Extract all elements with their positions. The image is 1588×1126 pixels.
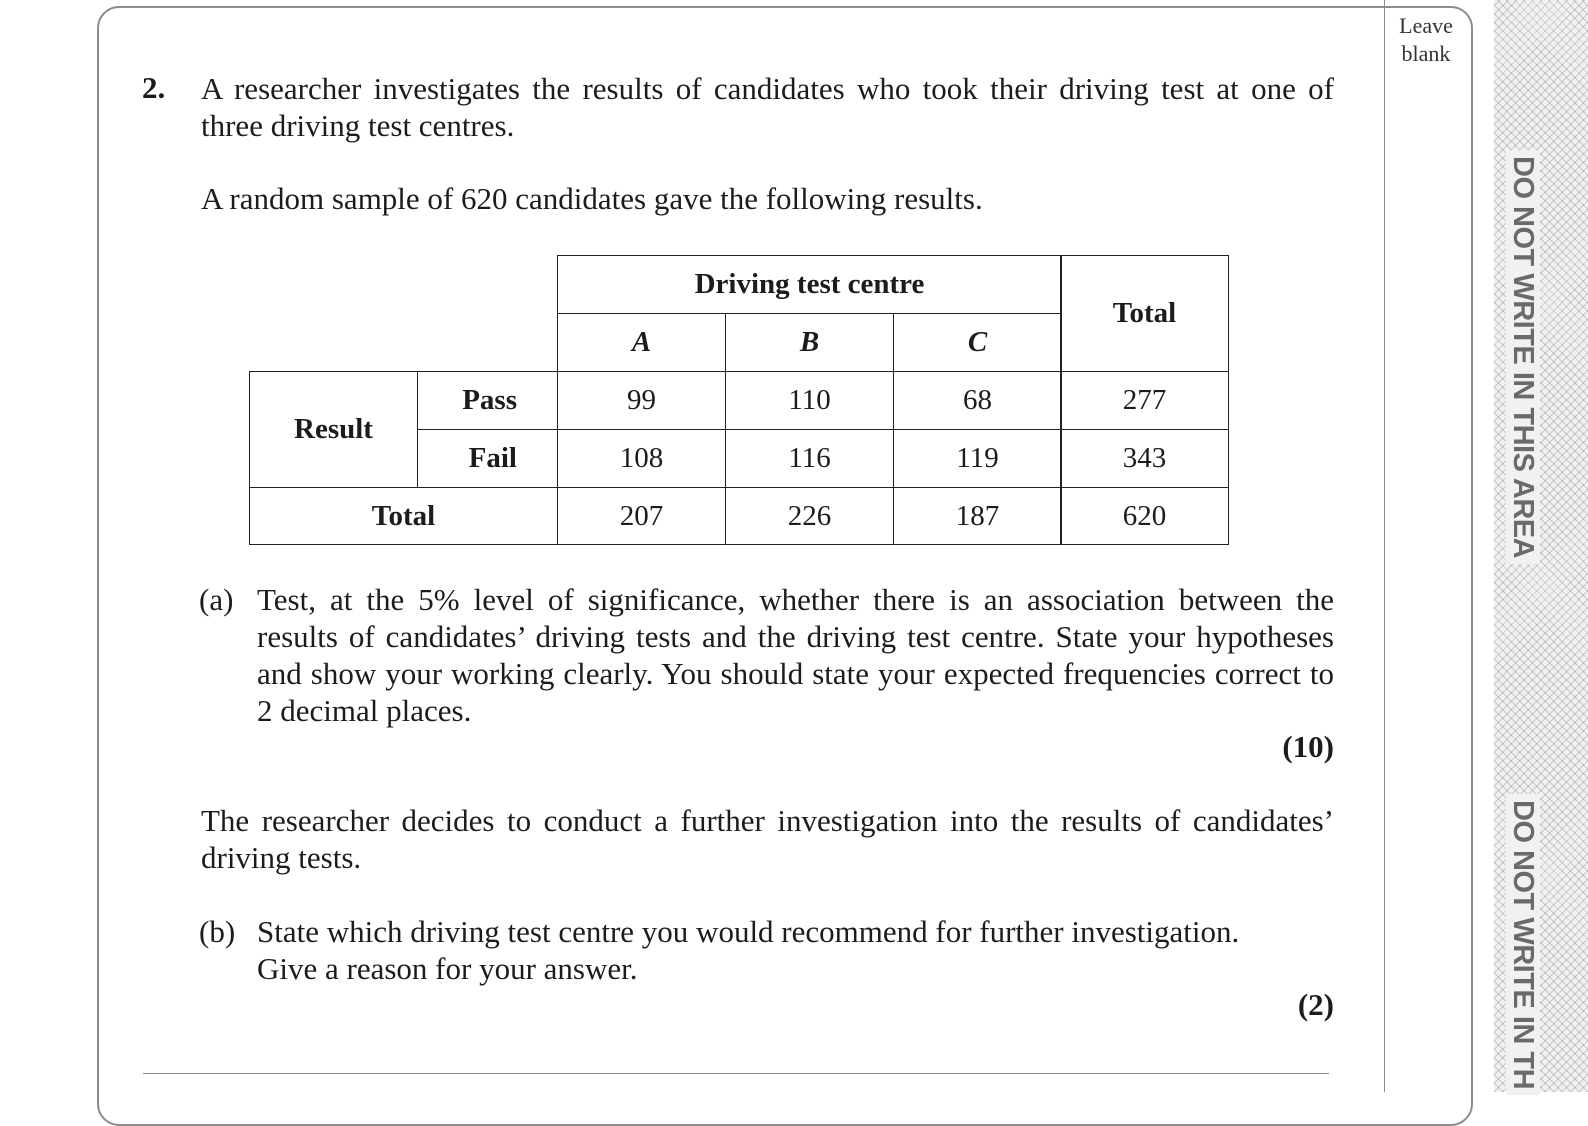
row-label-pass: Pass [417,371,558,430]
table-cell: 119 [893,429,1062,488]
table-cell: 68 [893,371,1062,430]
question-intro: A researcher investigates the results of candidates who took their driving test at one of three driving test centres. [201,71,1334,143]
table-cell: 110 [725,371,894,430]
part-b-line1: State which driving test centre you would recommend for further investigation. [257,914,1240,949]
part-b-marks: (2) [1297,987,1334,1022]
margin-warning: DO NOT WRITE IN THIS AREA [1506,150,1540,564]
table-cell: 116 [725,429,894,488]
part-b-label: (b) [199,914,236,949]
sample-text: A random sample of 620 candidates gave the following results. [201,181,983,216]
total-row-label: Total [249,487,558,545]
further-investigation-text: The researcher decides to conduct a further investigation into the results of candidates’ driving tests. [201,803,1334,875]
table-cell: 277 [1060,371,1229,430]
group-header: Driving test centre [557,255,1062,314]
centre-header-c: C [893,313,1062,372]
part-a-label: (a) [199,582,234,617]
centre-header-b: B [725,313,894,372]
table-cell: 108 [557,429,726,488]
row-label-fail: Fail [417,429,558,488]
margin-divider [1384,0,1385,1092]
table-cell: 343 [1060,429,1229,488]
total-header: Total [1060,255,1229,372]
table-cell: 99 [557,371,726,430]
leave-blank-label: Leave blank [1399,13,1453,66]
part-a-text: Test, at the 5% level of significance, whether there is an association between the results of candidates’ driving tests and the driving test centre. State your hypotheses and show your working clearly. You should state your expected frequencies correct to 2 decimal places. [257,582,1334,728]
question-number: 2. [142,70,166,105]
table-cell: 226 [725,487,894,545]
table-cell: 187 [893,487,1062,545]
part-b-line2: Give a reason for your answer. [257,951,638,986]
centre-header-a: A [557,313,726,372]
result-label: Result [249,371,418,488]
table-cell: 207 [557,487,726,545]
part-a-marks: (10) [1282,729,1334,764]
part-b-text [257,913,1334,987]
grand-total-cell: 620 [1060,487,1229,545]
answer-line [143,1073,1329,1074]
margin-warning-cut: DO NOT WRITE IN TH [1506,794,1540,1095]
